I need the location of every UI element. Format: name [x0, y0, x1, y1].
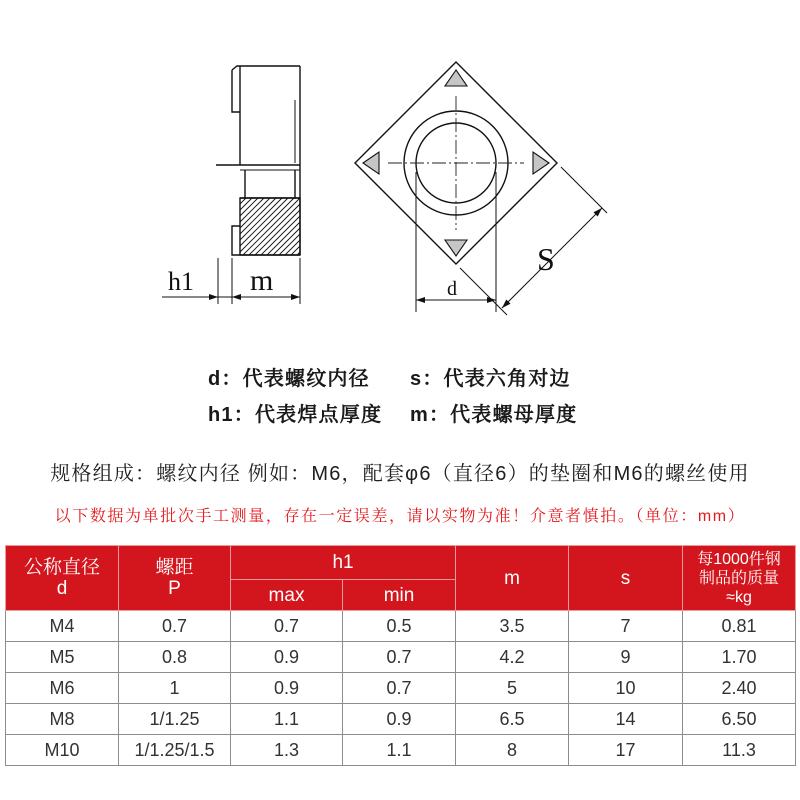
cell-mass: 6.50	[683, 704, 796, 735]
cell-h1-max: 1.1	[231, 704, 343, 735]
cell-m: 4.2	[456, 642, 569, 673]
cell-pitch: 1/1.25/1.5	[119, 735, 231, 766]
header-h1-min	[343, 580, 456, 611]
header-nominal-diameter-label: 公称直径	[23, 557, 100, 578]
header-h1-max-label: max	[268, 584, 305, 606]
legend-d: d：代表螺纹内径	[208, 368, 370, 390]
measurement-disclaimer: 以下数据为单批次手工测量，存在一定误差，请以实物为准！介意者慎拍。（单位：mm）	[54, 508, 746, 525]
header-s-label: s	[620, 567, 631, 589]
cell-nominal-diameter: M4	[6, 611, 119, 642]
cell-h1-max: 1.3	[231, 735, 343, 766]
table-row	[6, 611, 796, 642]
cell-h1-min: 0.5	[343, 611, 456, 642]
side-view-hole-sides	[245, 170, 295, 198]
cell-s: 9	[569, 642, 683, 673]
header-mass-line2: 制品的质量	[699, 569, 780, 587]
arrow-h1-right	[232, 294, 241, 300]
legend-s: s：代表六角对边	[410, 368, 571, 390]
cell-h1-max: 0.9	[231, 642, 343, 673]
header-h1-max	[231, 580, 343, 611]
hatch-line	[261, 216, 300, 255]
cell-s: 10	[569, 673, 683, 704]
header-mass-line3: ≈kg	[726, 588, 752, 606]
weld-projection-left	[363, 152, 379, 174]
cell-pitch: 1	[119, 673, 231, 704]
cell-s: 7	[569, 611, 683, 642]
spec-note: 规格组成：螺纹内径 例如：M6，配套φ6（直径6）的垫圈和M6的螺丝使用	[50, 463, 750, 485]
top-view	[355, 62, 607, 315]
hatch-line	[255, 210, 300, 255]
cell-s: 14	[569, 704, 683, 735]
table-row	[6, 673, 796, 704]
cell-pitch: 0.8	[119, 642, 231, 673]
hatch-line	[240, 198, 246, 204]
cell-m: 3.5	[456, 611, 569, 642]
table-row	[6, 704, 796, 735]
spec-table	[5, 545, 796, 766]
cell-pitch: 1/1.25	[119, 704, 231, 735]
hatch-line	[240, 198, 288, 246]
weld-projection-right	[533, 152, 549, 174]
legend-h1: h1：代表焊点厚度	[208, 404, 383, 426]
cell-h1-min: 0.9	[343, 704, 456, 735]
header-h1-label: h1	[332, 552, 354, 573]
cell-h1-max: 0.7	[231, 611, 343, 642]
label-d: d	[447, 278, 457, 300]
cell-mass: 11.3	[683, 735, 796, 766]
technical-drawing	[0, 0, 800, 330]
side-view	[162, 66, 300, 304]
hatch-line	[279, 234, 300, 255]
extension-lines-s	[460, 167, 607, 315]
cell-m: 6.5	[456, 704, 569, 735]
cell-s: 17	[569, 735, 683, 766]
header-pitch	[119, 546, 231, 611]
hatch-line	[285, 240, 300, 255]
cell-m: 8	[456, 735, 569, 766]
cell-nominal-diameter: M10	[6, 735, 119, 766]
arrow-h1-left	[209, 294, 218, 300]
label-m: m	[250, 264, 274, 297]
side-view-top-tab	[232, 70, 240, 112]
header-mass	[683, 546, 796, 611]
header-m	[456, 546, 569, 611]
label-h1: h1	[168, 267, 194, 296]
cell-m: 5	[456, 673, 569, 704]
header-pitch-symbol: P	[168, 578, 181, 599]
weld-projection-bottom	[445, 240, 467, 256]
table-row	[6, 735, 796, 766]
table-row	[6, 642, 796, 673]
label-s: S	[537, 241, 555, 277]
cell-mass: 2.40	[683, 673, 796, 704]
header-nominal-diameter-symbol: d	[56, 578, 68, 599]
legend-m: m：代表螺母厚度	[410, 404, 578, 426]
cell-h1-min: 0.7	[343, 673, 456, 704]
arrow-d-left	[416, 297, 425, 303]
hatch-lines	[240, 198, 300, 255]
cell-nominal-diameter: M5	[6, 642, 119, 673]
table-header-row	[6, 546, 796, 580]
hatch-line	[243, 198, 300, 255]
header-pitch-label: 螺距	[155, 557, 194, 578]
hatch-line	[240, 198, 294, 252]
hatch-line	[240, 198, 270, 228]
cell-pitch: 0.7	[119, 611, 231, 642]
header-mass-line1: 每1000件钢	[697, 550, 781, 568]
hatch-line	[273, 228, 300, 255]
hatch-line	[240, 198, 252, 210]
header-h1-min-label: min	[383, 584, 415, 606]
cell-nominal-diameter: M6	[6, 673, 119, 704]
hatch-line	[240, 198, 264, 222]
header-nominal-diameter	[6, 546, 119, 611]
header-s	[569, 546, 683, 611]
header-m-label: m	[504, 567, 520, 589]
side-view-top-edge	[232, 66, 300, 70]
cell-mass: 0.81	[683, 611, 796, 642]
header-h1	[231, 546, 456, 580]
arrow-m-right	[291, 294, 300, 300]
cell-nominal-diameter: M8	[6, 704, 119, 735]
weld-projection-top	[445, 70, 467, 86]
cell-h1-min: 0.7	[343, 642, 456, 673]
cell-h1-max: 0.9	[231, 673, 343, 704]
cell-h1-min: 1.1	[343, 735, 456, 766]
cell-mass: 1.70	[683, 642, 796, 673]
